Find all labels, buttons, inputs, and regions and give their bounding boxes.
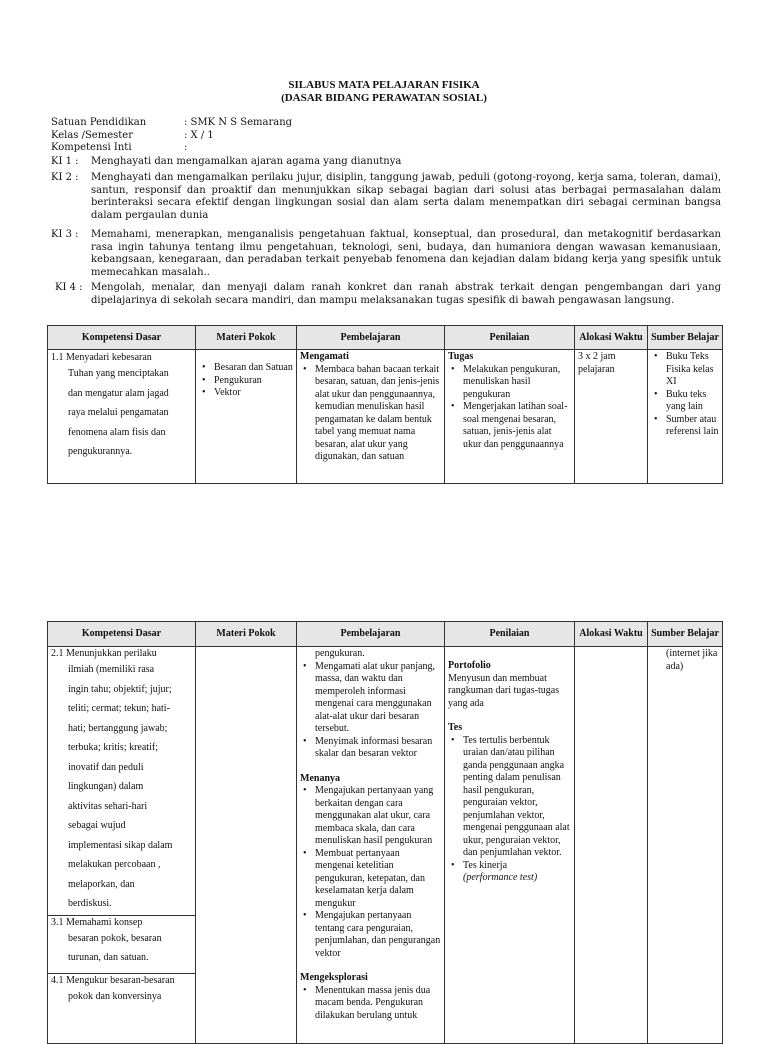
list-item	[463, 860, 571, 885]
assessment-heading: Tugas	[448, 351, 474, 362]
activity-continued: pengukuran.	[315, 648, 365, 659]
meta-key: Kelas /Semester	[51, 129, 133, 141]
kd-line: berdiskusi.	[68, 898, 112, 909]
kd-line: lingkungan) dalam	[68, 781, 144, 792]
ki-list	[51, 156, 721, 307]
ki-text: Memahami, menerapkan, menganalisis pengetahuan faktual, konseptual, dan prosedural, dan metakognitif berdasarkan rasa ingin tahunya tentang ilmu pengetahuan, teknologi, seni, budaya, dan humaniora dengan wawasan kemanusiaan, kebangsaan, kenegaraan, dan peradaban terkait penyebab fenomena dan kejadian dalam bidang kerja yang spesifik untuk memecahkan masalah..	[91, 229, 721, 278]
ki-item	[51, 156, 721, 170]
header-sumber-belajar: Sumber Belajar	[648, 326, 723, 350]
ki-text: Mengolah, menalar, dan menyaji dalam ranah konkret dan ranah abstrak terkait dengan pengembangan dari yang dipelajarinya di sekolah secara mandiri, dan mampu melaksanakan tugas spesifik di bawah pengawasan langsung.	[91, 282, 721, 306]
kd-line: hati; bertanggung jawab;	[68, 722, 168, 734]
kd-line: pokok dan konversinya	[68, 990, 162, 1002]
list-item: • Buku Teks Fisika kelas XI	[666, 351, 719, 389]
header-sumber-belajar: Sumber Belajar	[648, 622, 723, 647]
meta-key: Kompetensi Inti	[51, 142, 132, 153]
header-penilaian: Penilaian	[445, 622, 575, 647]
kd-line: inovatif dan peduli	[68, 761, 144, 773]
kd-cell	[48, 647, 196, 916]
header-kompetensi-dasar: Kompetensi Dasar	[48, 622, 196, 647]
penilaian-cell	[445, 350, 575, 484]
list-item: • Menyimak informasi besaran skalar dan besaran vektor	[315, 736, 441, 761]
kd-line: 1.1 Menyadari kebesaran	[51, 352, 152, 363]
alokasi-cell: 3 x 2 jam pelajaran	[575, 350, 648, 484]
list-item: • Melakukan pengukuran, menuliskan hasil pengukuran	[463, 364, 571, 402]
title-line-2: (DASAR BIDANG PERAWATAN SOSIAL)	[281, 92, 487, 104]
meta-key: Satuan Pendidikan	[51, 117, 147, 128]
kd-line: 4.1 Mengukur besaran-besaran	[51, 974, 175, 986]
kd-line: turunan, dan satuan.	[68, 952, 149, 963]
kd-line: fenomena alam fisis dan	[68, 426, 166, 438]
assessment-heading: Portofolio	[448, 660, 491, 671]
meta-value: :	[184, 142, 188, 153]
activity-heading: Mengeksplorasi	[300, 972, 368, 983]
list-item: • Sumber atau referensi lain	[666, 414, 719, 439]
list-item: • Membuat pertanyaan mengenai ketelitian pengukuran, ketepatan, dan keselamatan kerja dalam mengukur	[315, 848, 441, 911]
header-pembelajaran: Pembelajaran	[297, 622, 445, 647]
activity-list	[300, 364, 441, 464]
table-row	[48, 647, 723, 916]
kd-line: besaran pokok, besaran	[68, 932, 162, 944]
list-item: • Buku teks yang lain	[666, 389, 719, 414]
materi-list	[199, 362, 293, 400]
assessment-text: Menyusun dan membuat rangkuman dari tugas-tugas yang ada	[448, 672, 560, 709]
activity-list	[300, 785, 441, 960]
list-item: • Pengukuran	[214, 375, 293, 388]
assessment-heading: Tes	[448, 722, 463, 733]
page-title	[0, 79, 768, 105]
table-row	[48, 350, 723, 484]
materi-cell	[196, 350, 297, 484]
activity-heading: Menanya	[300, 772, 340, 784]
kd-line: ilmiah (memiliki rasa	[68, 664, 155, 675]
penilaian-cell	[445, 647, 575, 1044]
kd-line: dan mengatur alam jagad	[68, 387, 169, 399]
meta-row	[51, 130, 292, 143]
syllabus-table-2	[47, 621, 723, 1044]
assessment-item-main: Tes kinerja	[463, 859, 508, 871]
kd-line: pengukurannya.	[68, 446, 133, 457]
ki-code: KI 2 :	[51, 172, 79, 183]
table-header-row	[48, 326, 723, 350]
list-item: • Vektor	[214, 387, 293, 400]
materi-cell	[196, 647, 297, 1044]
ki-code: KI 4 :	[55, 282, 83, 293]
activity-heading: Mengamati	[300, 351, 349, 362]
pembelajaran-cell	[297, 647, 445, 1044]
list-item: • Mengamati alat ukur panjang, massa, dan waktu dan memperoleh informasi mengenai cara menggunakan alat-alat ukur dari besaran tersebut.	[315, 661, 441, 736]
kd-line: Tuhan yang menciptakan	[68, 368, 169, 379]
meta-value: : SMK N S Semarang	[184, 117, 293, 128]
ki-code: KI 3 :	[51, 229, 79, 240]
activity-list	[300, 661, 441, 761]
meta-row	[51, 117, 292, 130]
header-alokasi-waktu: Alokasi Waktu	[575, 622, 648, 647]
list-item: • Mengerjakan latihan soal-soal mengenai besaran, satuan, jenis-jenis alat ukur dan penggunaannya	[463, 401, 571, 451]
kd-line: 2.1 Menunjukkan perilaku	[51, 648, 157, 659]
ki-item	[51, 282, 721, 307]
kd-line: implementasi sikap dalam	[68, 839, 173, 851]
ki-text: Menghayati dan mengamalkan ajaran agama yang dianutnya	[91, 156, 402, 167]
meta-row	[51, 142, 292, 155]
list-item: • Tes tertulis berbentuk uraian dan/atau pilihan ganda penggunaan angka penting dalam penulisan hasil pengukuran, penguraian vektor, penjumlahan vektor, mengenai penggunaan alat ukur, penguraian vektor, dan penjumlahan vektor.	[463, 735, 571, 860]
kd-line: raya melalui pengamatan	[68, 407, 169, 418]
header-pembelajaran: Pembelajaran	[297, 326, 445, 350]
kd-line: sebagai wujud	[68, 820, 126, 831]
ki-code: KI 1 :	[51, 156, 79, 167]
kd-cell	[48, 350, 196, 484]
list-item: • Mengajukan pertanyaan tentang cara penguraian, penjumlahan, dan pengurangan vektor	[315, 910, 441, 960]
header-materi-pokok: Materi Pokok	[196, 326, 297, 350]
list-item: • Mengajukan pertanyaan yang berkaitan dengan cara menggunakan alat ukur, cara membaca skala, dan cara menuliskan hasil pengukuran	[315, 785, 441, 848]
kd-cell	[48, 915, 196, 973]
kd-cell	[48, 973, 196, 1043]
list-item: • Besaran dan Satuan	[214, 362, 293, 375]
ki-item	[51, 229, 721, 282]
activity-list	[300, 985, 441, 1023]
source-list	[651, 351, 719, 439]
ki-item	[51, 172, 721, 229]
list-item: • Membaca bahan bacaan terkait besaran, satuan, dan jenis-jenis alat ukur dan penggunaannya, kemudian menuliskan hasil pengamatan ke dalam bentuk tabel yang memuat nama besaran, alat ukur yang digunakan, dan satuan	[315, 364, 441, 464]
identity-block	[51, 117, 292, 155]
ki-text: Menghayati dan mengamalkan perilaku jujur, disiplin, tanggung jawab, peduli (gotong-royong, kerja sama, toleran, damai), santun, responsif dan proaktif dan menunjukkan sikap sebagai bagian dari solusi atas berbagai permasalahan dalam berinteraksi secara efektif dengan lingkungan sosial dan alam serta dalam menempatkan diri sebagai cerminan bangsa dalam pergaulan dunia	[91, 172, 721, 221]
kd-line: melaporkan, dan	[68, 878, 135, 890]
syllabus-table-1	[47, 325, 723, 484]
table-header-row	[48, 622, 723, 647]
alokasi-cell	[575, 647, 648, 1044]
meta-value: : X / 1	[184, 129, 214, 141]
header-kompetensi-dasar: Kompetensi Dasar	[48, 326, 196, 350]
sumber-cell: (internet jika ada)	[648, 647, 723, 1044]
assessment-item-sub: (performance test)	[463, 872, 538, 883]
assessment-list	[448, 364, 571, 452]
header-penilaian: Penilaian	[445, 326, 575, 350]
kd-line: 3.1 Memahami konsep	[51, 916, 143, 928]
header-materi-pokok: Materi Pokok	[196, 622, 297, 647]
kd-line: aktivitas sehari-hari	[68, 800, 148, 812]
sumber-cell	[648, 350, 723, 484]
kd-line: teliti; cermat; tekun; hati-	[68, 703, 170, 714]
assessment-list	[448, 735, 571, 885]
pembelajaran-cell	[297, 350, 445, 484]
header-alokasi-waktu: Alokasi Waktu	[575, 326, 648, 350]
list-item: • Menentukan massa jenis dua macam benda. Pengukuran dilakukan berulang untuk	[315, 985, 441, 1023]
kd-line: terbuka; kritis; kreatif;	[68, 742, 158, 753]
kd-line: melakukan percobaan ,	[68, 859, 161, 870]
kd-line: ingin tahu; objektif; jujur;	[68, 683, 172, 695]
title-line-1: SILABUS MATA PELAJARAN FISIKA	[288, 79, 480, 91]
